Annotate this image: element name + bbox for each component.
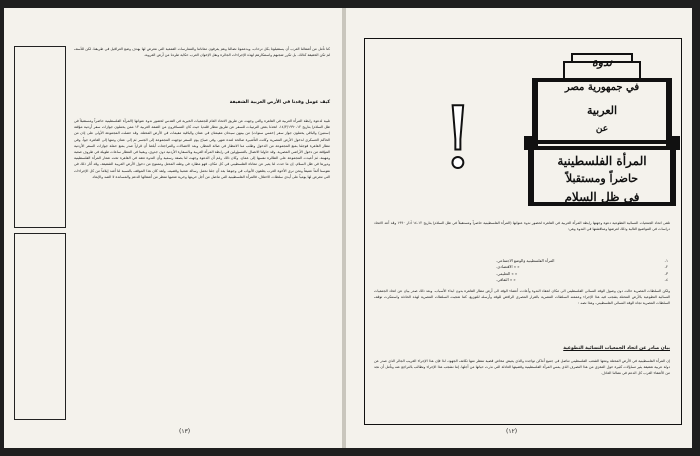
title-present-future: حاضراً ومستقبلاً <box>565 172 639 185</box>
left-page-number: (١٣) <box>179 428 191 435</box>
topic-number: ٣- <box>664 270 668 276</box>
title-country-line: في جمهورية مصر <box>564 82 640 93</box>
title-palestinian-woman: المرأة الفلسطينية <box>557 154 647 168</box>
left-page <box>4 8 342 448</box>
statement-paragraph: إن المرأة الفلسطينية في الأرض المحتلة ومعها الشعب الفلسطيني تناضل في جميع أماكن تواجده والذي يعيش مخاض قضية تنتظر منها تكاتف الجهود، لذا فإن هذا الإجراء الغريب الجائر الذي صدر عن دولة عربية شقيقة يثير تساؤلات كثيرة حول المغزى من هذا التصرف الذي يمس المرأة الفلسطينية وقضيتها العادلة التي نذرت حياتها من أجلها. إننا نشجب هذا الإجراء ونطالب بالتراجع عنه ونأمل أن نجد من الأشقاء العرب كل الدعم في نضالنا العادل. <box>374 359 670 376</box>
left-side-box-top <box>14 46 66 228</box>
topic-number: ١- <box>664 258 668 263</box>
topic-label: « » التعليمي. <box>496 270 518 276</box>
left-heading: كيف عومل وفدنا في الأرض العربية الشقيقة <box>229 100 330 105</box>
topic-label: المرأة الفلسطينية والوضع الاجتماعي. <box>496 258 555 263</box>
topic-label: « » الثقافي. <box>496 277 516 283</box>
exclamation-icon: ! <box>441 89 475 187</box>
right-middle-paragraph: ولكن السلطات المصرية حالت دون وصول الوفد النسائي الفلسطيني الى مكان انعقاد الندوة وأعادت أعضاء الوفد الى أرض مطار القاهرة بدون ابداء الأسباب. وبعد ذلك صدر بيان عن اتحاد الجمعيات النسائية التطوعية بالأرض المحتلة يشجب فيه هذا الإجراء وعممته السلطات المصرية بالقرار المصري الرافض للوفد وأرسله للتوزيع، كما شجبت السلطات المصرية لهذه الحادثة واستنكرت توقف السلطات المصرية تجاه الوفد النسائي الفلسطيني، وهذا نصه : <box>374 289 670 306</box>
topic-number: ٢- <box>664 264 668 270</box>
title-under-peace: في ظل السلام <box>564 190 640 204</box>
topics-list <box>496 258 668 284</box>
left-side-box-bottom <box>14 233 66 420</box>
title-word-nadwa: ندوة <box>592 56 612 69</box>
topic-number: ٤- <box>664 277 668 283</box>
statement-heading: بيان صادر عن اتحاد الجمعيات النسائية التطوعية <box>563 346 670 351</box>
topic-label: « » الاقتصادي. <box>496 264 520 270</box>
title-about-word: عن <box>595 124 609 134</box>
title-arab-line: العربية <box>586 104 618 117</box>
list-item <box>496 277 668 283</box>
left-intro-paragraph: كنا نأمل من أشقائنا العرب أن يستقبلونا بكل ترحاب، ويدعمونا نضالنا وهم يعرفون معاناتنا والممارسات القمعية التي نتعرض لها بهدف وضع العراقيل في طريقنا، لكن للأسف لم تكن الحقيقة كذلك، بل تكرر شجبهم واستنكارهم لهذه الإجراءات الجائرة ونقل الإخوان العرب حكاية طردنا من أرض العروبة. <box>74 47 330 58</box>
right-intro-paragraph: تلقى اتحاد الجمعيات النسائية التطوعية دعوة وجهتها رابطة المرأة العربية في القاهرة لحضور ندوة عنوانها (المرأة الفلسطينية حاضراً ومستقبلاً في ظل السلام) بتاريخ ١٢-١٤ آذار ١٩٩٠ وقد أعد الاتحاد دراسات في المواضيع التالية وذلك لعرضها ومناقشتها في الندوة وهي: <box>374 221 670 232</box>
right-page-number: (١٢) <box>506 428 518 435</box>
left-body-paragraph: تلبية لدعوة رابطة المرأة العربية في القاهرة والتي وجهت عن طريق الاتحاد العام للجمعيات الخيرية في القدس لحضور ندوة عنوانها (المرأة الفلسطينية حاضراً ومستقبلاً في ظل السلام) بتاريخ ١٢-١٤/٣/١٩٩٠، اتخذنا بعض الترتيبات للسفر عن طريق مطار قلنديا حيث كان المسافرون من الضفة الغربية ١٣ ممن يحملون جوازات سفر أردنية مؤقتة (سنتين) والباقي يحملون جواز سفر (خمس سنوات) من بينهن سيدتان مقيمتان في عمان والباقية مقيمات في الأرض المحتلة. وقد حصلت المجموعة الأولى على إذن من الحاكم العسكري لدخول الأرض المصرية وكانت التأشيرة صالحة لمدة شهر. وفي صباح يوم السفر توجهت المجموعة إلى الجسر ثم إلى عمان ومنها إلى القاهرة جواً. وفي مطار القاهرة فوجئنا بمنع المجموعة من الدخول وطلب منا الانتظار في صالة المطار، وبعد الاتصالات والمراجعات أبلغنا أن قراراً صدر بمنع حملة جوازات السفر الأردنية المؤقتة من دخول الأراضي المصرية. وقد حاولنا الاتصال بالمسؤولين في رابطة المرأة العربية وبالسفارة الأردنية دون جدوى، وبقينا في المطار ساعات طويلة في ظروف صعبة ومهينة، ثم أعيدت المجموعة على الطائرة نفسها إلى عمان. وكان ذلك رغم أن الدعوة وجهت لنا بصفة رسمية وأن الندوة تعقد في القاهرة تحت شعار المرأة الفلسطينية ودورها في ظل السلام. إن ما حدث لنا يعبر عن معاناة الفلسطيني في كل مكان، فهو مطارد في وطنه المحتل وممنوع من دخول الأرض العربية الشقيقة، وقد أثار ذلك في نفوسنا ألماً عميقاً ونحن نرى الأخوة العرب يغلقون الأبواب في وجوهنا بعد أن جئنا نحمل رسالة شعبنا وقضيته. ولقد كان هذا الموقف بالنسبة لنا أشد إيلاماً من كل الإجراءات التي نتعرض لها يومياً على أيدي سلطات الاحتلال، فالمرأة الفلسطينية التي تناضل من أجل حريتها وحرية شعبها تنتظر من أشقائها الدعم والمساندة لا الصد والإبعاد. <box>74 119 330 179</box>
right-page <box>346 8 692 448</box>
